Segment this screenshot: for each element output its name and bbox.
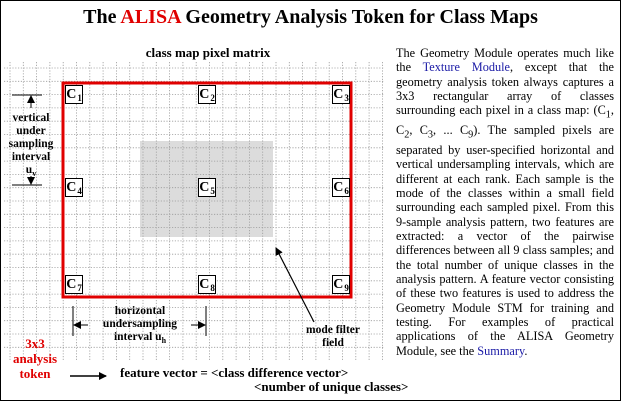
summary-link[interactable]: Summary bbox=[477, 343, 525, 358]
sample-c8: $C_8$ bbox=[199, 277, 215, 293]
sample-c3: $C_3$ bbox=[333, 87, 349, 103]
mode-field-arrow bbox=[276, 248, 314, 322]
sample-c7: $C_7$ bbox=[66, 277, 82, 293]
grid-label: class map pixel matrix bbox=[145, 45, 271, 60]
feature-vector-formula: feature vector = <class difference vector> <number of unique classes> bbox=[120, 365, 409, 394]
title-prefix: The bbox=[83, 6, 121, 28]
title-suffix: Geometry Analysis Token for Class Maps bbox=[180, 6, 538, 28]
title-accent: ALISA bbox=[120, 6, 181, 28]
texture-module-link[interactable]: Texture Module bbox=[422, 60, 511, 75]
vertical-interval-label: vertical under sampling interval $u_v$ bbox=[8, 112, 54, 178]
sample-c5: $C_5$ bbox=[199, 180, 215, 196]
description-text: The Geometry Module operates much like the Texture Module, except that the geometry analysis token always captures a 3x3 rectangular array of classes surrounding each pixel in a class map: ($C_1$, $C_2$, $C_3$, ... $C_9$). The sampled pixels are separated by user-specified horizontal and vertical undersampling intervals, which are different at each rank. Each sample is the mode of the classes within a small field surrounding each sampled pixel. From this 9-sample analysis pattern, two features are extracted: a vector of the pairwise differences between all 9 class samples; and the total number of unique classes in the analysis pattern. A feature vector consisting of these two features is used to address the Geometry Module STM for training and testing. For examples of practical applications of the ALISA Geometry Module, see the Summary. bbox=[396, 46, 614, 358]
token-label: 3x3 analysis token bbox=[12, 336, 58, 381]
sample-c4: $C_4$ bbox=[66, 180, 82, 196]
mode-filter-label: mode filter field bbox=[306, 324, 360, 349]
sample-c2: $C_2$ bbox=[199, 87, 215, 103]
sample-c1: $C_1$ bbox=[66, 87, 82, 103]
sample-c6: $C_6$ bbox=[333, 180, 349, 196]
horizontal-interval-label: horizontal undersampling interval $u_h$ bbox=[102, 305, 178, 345]
sample-c9: $C_9$ bbox=[333, 277, 349, 293]
